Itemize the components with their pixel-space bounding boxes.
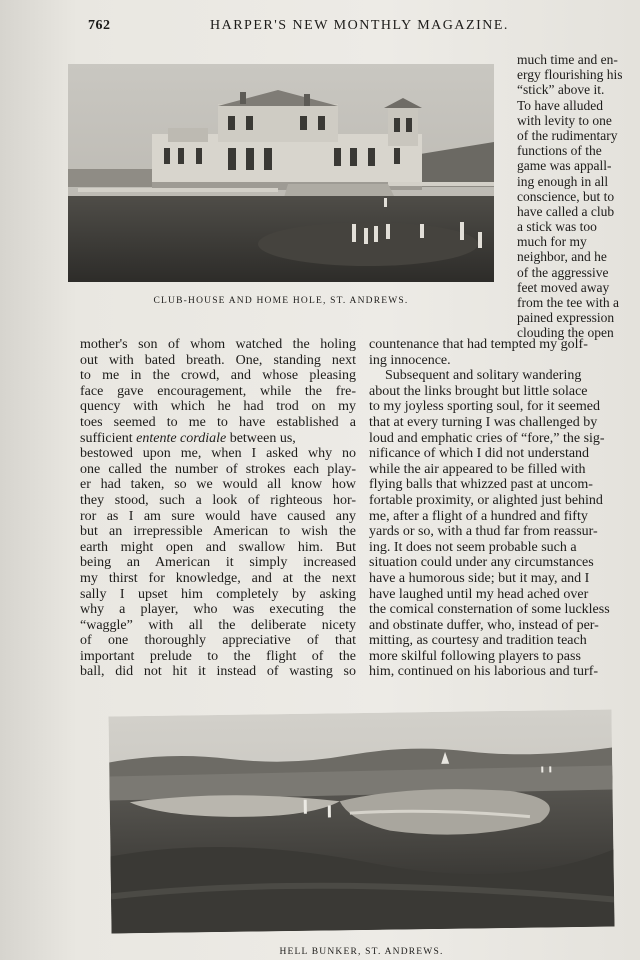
text-line: of the rudimentary — [517, 127, 618, 143]
text-line: fortable proximity, or alighted just behind — [369, 492, 603, 508]
running-head: HARPER'S NEW MONTHLY MAGAZINE. — [210, 18, 509, 33]
text-line: nificance of which I did not understand — [369, 446, 590, 462]
text-line: “waggle” with all the deliberate nicety — [80, 617, 356, 633]
text-line: conscience, but to — [517, 188, 615, 204]
text-line: mother's son of whom watched the holing — [80, 337, 356, 352]
text-line: flying balls that whizzed past at uncom- — [369, 477, 593, 493]
text-line: to my joyless sporting soul, for it seemed — [369, 399, 600, 415]
text-line: of the aggressive — [517, 264, 609, 280]
text-line: yards or so, with a thud far from reassur- — [369, 524, 598, 540]
italic-phrase: entente cordiale — [136, 430, 227, 446]
text-line: mitting, as courtesy and tradition teach — [369, 633, 587, 649]
text-line: me, after a flight of a hundred and fifty — [369, 508, 588, 524]
text-line: face gave encouragement, while the fre- — [80, 383, 356, 399]
text-line: the comical consternation of some luckless — [369, 602, 610, 618]
right-text-column — [369, 337, 640, 680]
text-line: much time and en- — [517, 52, 618, 67]
text-line: to me in the crowd, and whose pleasing — [80, 368, 356, 384]
text-line: about the links brought but little solace — [369, 383, 588, 399]
text-line: while the air appeared to be filled with — [369, 461, 586, 477]
text-line: loud and emphatic cries of “fore,” the sig- — [369, 430, 605, 446]
text-line: being an American it simply increased — [80, 555, 356, 571]
text-line: ing enough in all — [517, 173, 609, 189]
text-line: Subsequent and solitary wandering — [385, 368, 582, 384]
text-line: but an irrepressible American to wish the — [80, 524, 356, 540]
text-line: him, continued on his laborious and turf- — [369, 664, 599, 680]
text-line: game was appall- — [517, 158, 612, 174]
text-line: ror as I am sure would have caused any — [80, 508, 356, 524]
text-line: er had taken, so we would all know how — [80, 477, 356, 493]
club-house-illustration — [68, 64, 494, 282]
text-line: much for my — [517, 234, 587, 250]
text-line: pained expression — [517, 310, 615, 326]
text-line: they stood, such a look of righteous hor- — [80, 492, 356, 508]
text-line: from the tee with a — [517, 295, 619, 310]
text-line: with levity to one — [517, 112, 612, 128]
text-line: that at every turning I was challenged by — [369, 414, 598, 430]
text-line: have called a club — [517, 203, 615, 219]
hell-bunker-illustration — [109, 709, 615, 933]
text-line: neighbor, and he — [517, 249, 607, 265]
text-line: have a humorous side; but it may, and I — [369, 570, 590, 586]
text-line: a stick was too — [517, 219, 597, 235]
text-line: ball, did not hit it instead of wasting so — [80, 664, 356, 680]
text-line: why a player, who was executing the — [80, 602, 356, 618]
text-fragment: between us, — [229, 430, 296, 446]
text-line: functions of the — [517, 143, 602, 159]
top-figure-caption: CLUB-HOUSE AND HOME HOLE, ST. ANDREWS. — [153, 296, 409, 306]
text-line: of one thoroughly appreciative of that — [80, 633, 356, 649]
text-fragment: sufficient — [80, 430, 133, 446]
text-line: ing innocence. — [369, 352, 451, 368]
text-line: my thirst for knowledge, and at the next — [80, 570, 356, 586]
text-line: more skilful following players to pass — [369, 648, 581, 664]
text-line: ing. It does not seem probable such a — [369, 539, 577, 555]
text-line: earth might open and swallow him. But — [80, 539, 356, 555]
text-line: To have alluded — [517, 97, 604, 113]
text-line: sally I upset him completely by asking — [80, 586, 356, 602]
text-line: countenance that had tempted my golf- — [369, 337, 588, 352]
page-number: 762 — [88, 18, 111, 33]
text-line — [80, 431, 356, 447]
left-text-column — [80, 337, 356, 680]
text-line: and obstinate duffer, who, instead of per- — [369, 617, 599, 633]
text-line: one called the number of strokes each play- — [80, 461, 356, 477]
adjacent-column-text — [517, 52, 640, 341]
text-line: important prelude to the flight of the — [80, 648, 356, 664]
text-line: feet moved away — [517, 279, 610, 295]
bottom-figure-caption: HELL BUNKER, ST. ANDREWS. — [279, 947, 444, 957]
text-line: have laughed until my head ached over — [369, 586, 589, 602]
text-line: situation could under any circumstances — [369, 555, 594, 571]
text-line: “stick” above it. — [517, 82, 605, 98]
text-line: quency with which he had trod on my — [80, 399, 356, 415]
text-line: clouding the open — [517, 325, 614, 341]
text-line: bestowed upon me, when I asked why no — [80, 446, 356, 462]
text-line: out with bated breath. One, standing next — [80, 352, 356, 368]
text-line: toes seemed to me to have established a — [80, 414, 356, 430]
text-line: ergy flourishing his — [517, 67, 623, 83]
